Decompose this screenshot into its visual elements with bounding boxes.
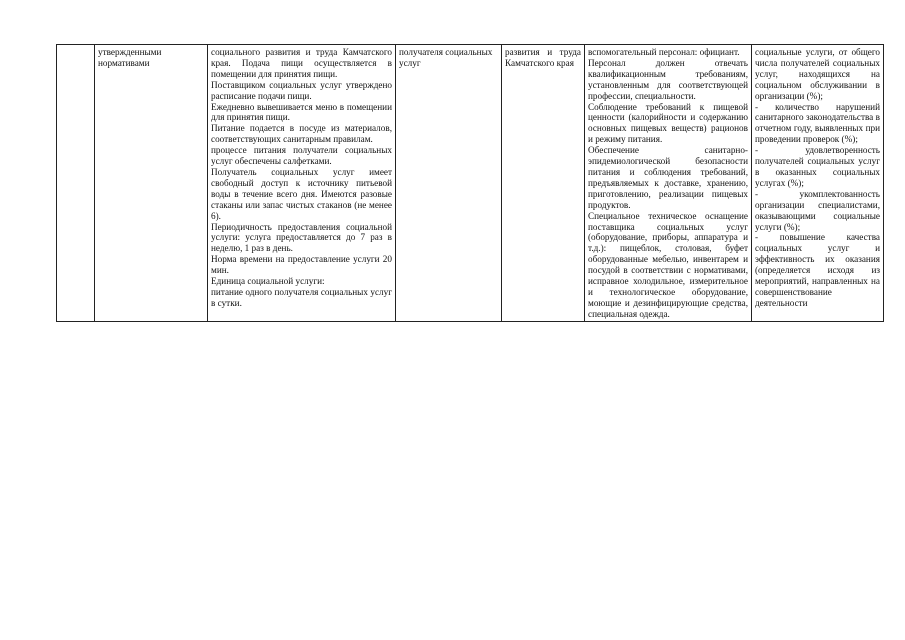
standards-table [56,44,884,322]
text-paragraph: Питание подается в посуде из материалов, соответствующих санитарным правилам. [211,123,392,145]
text-paragraph: - повышение качества социальных услуг и эффективность их оказания (определяется исходя из мероприятий, направленных на совершенствование деятельности [755,232,880,308]
text-paragraph: питание одного получателя социальных услуг в сутки. [211,286,392,308]
text-paragraph: Периодичность предоставления социальной услуги: услуга предоставляется до 7 раз в неделю, 1 раз в день. [211,221,392,254]
cell-number [57,45,95,322]
text-paragraph: Персонал должен отвечать квалификационным требованиям, установленным для соответствующей профессии, специальности. [588,57,748,101]
text-paragraph: Соблюдение требований к пищевой ценности (калорийности и содержанию основных пищевых веществ) рационов и режиму питания. [588,101,748,145]
text-paragraph: Поставщиком социальных услуг утверждено расписание подачи пищи. [211,79,392,101]
cell-service-basis: утвержденными нормативами [95,45,208,322]
text-paragraph: - укомплектованность организации специалистами, оказывающими социальные услуги (%); [755,188,880,232]
text-paragraph: социального развития и труда Камчатского края. Подача пищи осуществляется в помещении для принятия пищи. [211,47,392,79]
text-paragraph: Ежедневно вывешивается меню в помещении для принятия пищи. [211,101,392,123]
cell-conditions [585,45,752,322]
text-paragraph: Обеспечение санитарно-эпидемиологической безопасности питания и соблюдения требований, предъявляемых к доставке, хранению, приготовлению, реализации пищевых продуктов. [588,145,748,210]
cell-authority: развития и труда Камчатского края [502,45,585,322]
cell-quality-indicators [752,45,884,322]
cell-service-description [208,45,396,322]
table-row [57,45,884,322]
cell-recipient: получателя социальных услуг [396,45,502,322]
text-paragraph: Получатель социальных услуг имеет свободный доступ к источнику питьевой воды в течение всего дня. Имеются разовые стаканы или запас чистых стаканов (не менее 6). [211,166,392,221]
text-paragraph: Специальное техническое оснащение поставщика социальных услуг (оборудование, приборы, аппаратура и т.д.): пищеблок, столовая, буфет оборудованные мебелью, инвентарем и посудой в соответствии с нормативами, исправное холодильное, измерительное и технологическое оборудование, моющие и дезинфицирующие средства, специальная одежда. [588,210,748,319]
text-paragraph: - удовлетворенность получателей социальных услуг в оказанных социальных услугах (%); [755,145,880,188]
text-paragraph: - количество нарушений санитарного законодательства в отчетном году, выявленных при проведении проверок (%); [755,101,880,145]
text-paragraph: Единица социальной услуги: [211,276,325,287]
text-paragraph: Норма времени на предоставление услуги 20 мин. [211,254,392,276]
text-paragraph: вспомогательный персонал: официант. [588,47,740,57]
text-paragraph: процессе питания получатели социальных услуг обеспечены салфетками. [211,145,392,167]
text-paragraph: социальные услуги, от общего числа получателей социальных услуг, находящихся на социальном обслуживании в организации (%); [755,47,880,101]
